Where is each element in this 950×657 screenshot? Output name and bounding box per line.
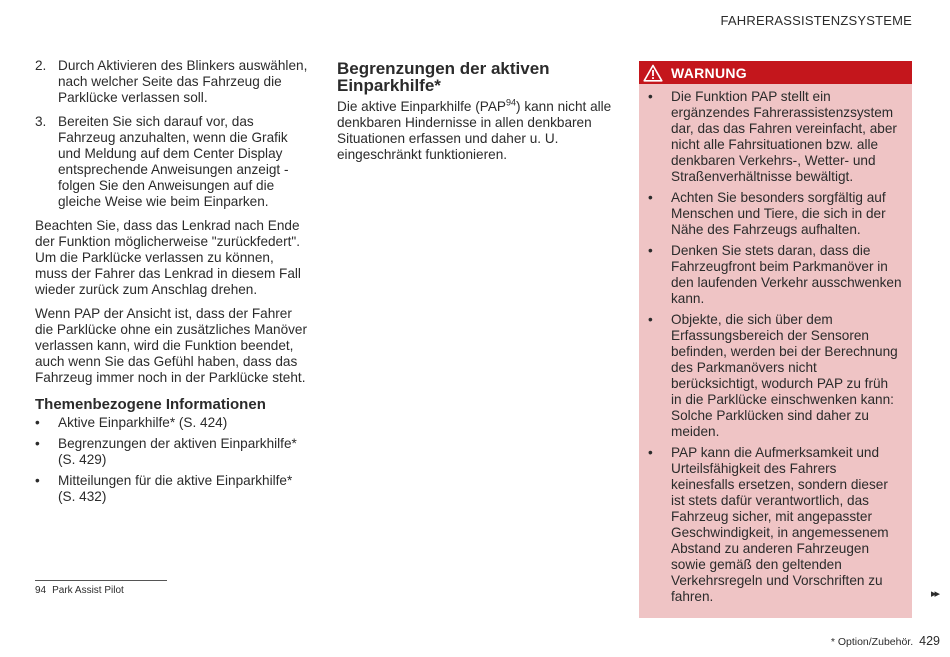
chapter-header: FAHRERASSISTENZSYSTEME xyxy=(720,13,912,28)
warning-item xyxy=(648,445,902,605)
warning-body xyxy=(639,84,912,618)
warning-item xyxy=(648,89,902,185)
footnote-reference[interactable]: 94 xyxy=(506,97,517,108)
warning-item-text: Objekte, die sich über dem Erfassungsbereich der Sensoren befinden, werden bei der Berechnung des Parkmanövers nicht berücksichtigt, wodurch PAP zu früh in die Parklücke einschwenken kann: Solche Parklücken sind daher zu meiden. xyxy=(671,312,898,439)
step-number: 3. xyxy=(35,114,47,129)
body-paragraph: Beachten Sie, dass das Lenkrad nach Ende der Funktion möglicherweise "zurückfedert". Um die Parklücke verlassen zu können, muss der Fahrer das Lenkrad in diesem Fall wieder zurück zum Anschlag drehen. xyxy=(35,218,301,297)
warning-list xyxy=(648,89,902,605)
step-text: Bereiten Sie sich darauf vor, das Fahrzeug anzuhalten, wenn die Grafik und Meldung auf dem Center Display entsprechende Anweisungen anzeigt - folgen Sie den Anweisungen auf die gleiche Weise wie beim Einparken. xyxy=(58,114,289,209)
bullet-icon: • xyxy=(648,445,653,460)
footnote-text: Park Assist Pilot xyxy=(52,585,124,596)
intro-text-end: ) kann nicht alle denkbaren Hindernisse in allen denkbaren Situationen erfassen und daher u. U. eingeschränkt funktionieren. xyxy=(337,99,612,162)
middle-column xyxy=(337,58,612,171)
warning-item-text: PAP kann die Aufmerksamkeit und Urteilsfähigkeit des Fahrers keinesfalls ersetzen, sondern dieser ist stets dafür verantwortlich, das Fahrzeug sicher, mit angepasster Geschwindigkeit, in angemessenem Abstand zu anderen Fahrzeugen sowie gemäß den geltenden Verkehrsregeln und Vorschriften zu fahren. xyxy=(671,445,889,604)
related-info-heading: Themenbezogene Informationen xyxy=(35,396,266,413)
step-list xyxy=(35,58,308,210)
related-link-text[interactable]: Aktive Einparkhilfe* (S. 424) xyxy=(58,415,228,430)
related-link[interactable] xyxy=(35,473,308,505)
bullet-icon: • xyxy=(648,243,653,258)
footnote xyxy=(35,585,124,596)
section-title: Begrenzungen der aktiven Einparkhilfe* xyxy=(337,59,550,95)
footnote-number: 94 xyxy=(35,585,47,596)
body-paragraph: Wenn PAP der Ansicht ist, dass der Fahrer die Parklücke ohne ein zusätzliches Manöver verlassen kann, wird die Funktion beendet, auch wenn Sie das Gefühl haben, dass das Fahrzeug immer noch in der Parklücke steht. xyxy=(35,306,308,385)
related-link-text[interactable]: Begrenzungen der aktiven Einparkhilfe* (S. 429) xyxy=(58,436,297,467)
bullet-icon: • xyxy=(648,89,653,104)
footnote-divider xyxy=(35,580,167,581)
related-link-text[interactable]: Mitteilungen für die aktive Einparkhilfe* (S. 432) xyxy=(58,473,293,504)
warning-item-text: Denken Sie stets daran, dass die Fahrzeugfront beim Parkmanöver in den laufenden Verkehr ausschwenken kann. xyxy=(671,243,902,306)
warning-item-text: Achten Sie besonders sorgfältig auf Menschen und Tiere, die sich in der Nähe des Fahrzeugs aufhalten. xyxy=(671,190,886,237)
intro-paragraph xyxy=(337,99,612,163)
warning-triangle-icon xyxy=(643,64,663,82)
option-note: * Option/Zubehör. xyxy=(830,636,914,648)
bullet-icon: • xyxy=(35,415,40,430)
warning-item-text: Die Funktion PAP stellt ein ergänzendes Fahrerassistenzsystem dar, das das Fahren vereinfacht, aber nicht alle Fahrsituationen bzw. alle denkbaren Verkehrs-, Wetter- und Straßenverhältnisse bewältigt. xyxy=(671,89,897,184)
step-item xyxy=(35,58,308,106)
bullet-icon: • xyxy=(35,436,40,451)
related-links-list xyxy=(35,415,308,505)
page-number: 429 xyxy=(919,634,940,648)
related-link[interactable] xyxy=(35,436,308,468)
step-item xyxy=(35,114,308,210)
warning-label: WARNUNG xyxy=(671,64,747,81)
step-number: 2. xyxy=(35,58,47,73)
warning-item xyxy=(648,190,902,238)
warning-header xyxy=(639,61,912,84)
related-link[interactable] xyxy=(35,415,308,431)
warning-item xyxy=(648,243,902,307)
step-text: Durch Aktivieren des Blinkers auswählen, nach welcher Seite das Fahrzeug die Parklücke verlassen soll. xyxy=(58,58,308,105)
intro-text-start: Die aktive Einparkhilfe (PAP xyxy=(337,99,506,114)
bullet-icon: • xyxy=(648,190,653,205)
page-footer xyxy=(831,634,940,648)
bullet-icon: • xyxy=(35,473,40,488)
warning-box xyxy=(639,61,912,618)
bullet-icon: • xyxy=(648,312,653,327)
left-column xyxy=(35,58,308,510)
next-page-icon[interactable]: ▸▸ xyxy=(930,588,938,600)
warning-item xyxy=(648,312,902,440)
